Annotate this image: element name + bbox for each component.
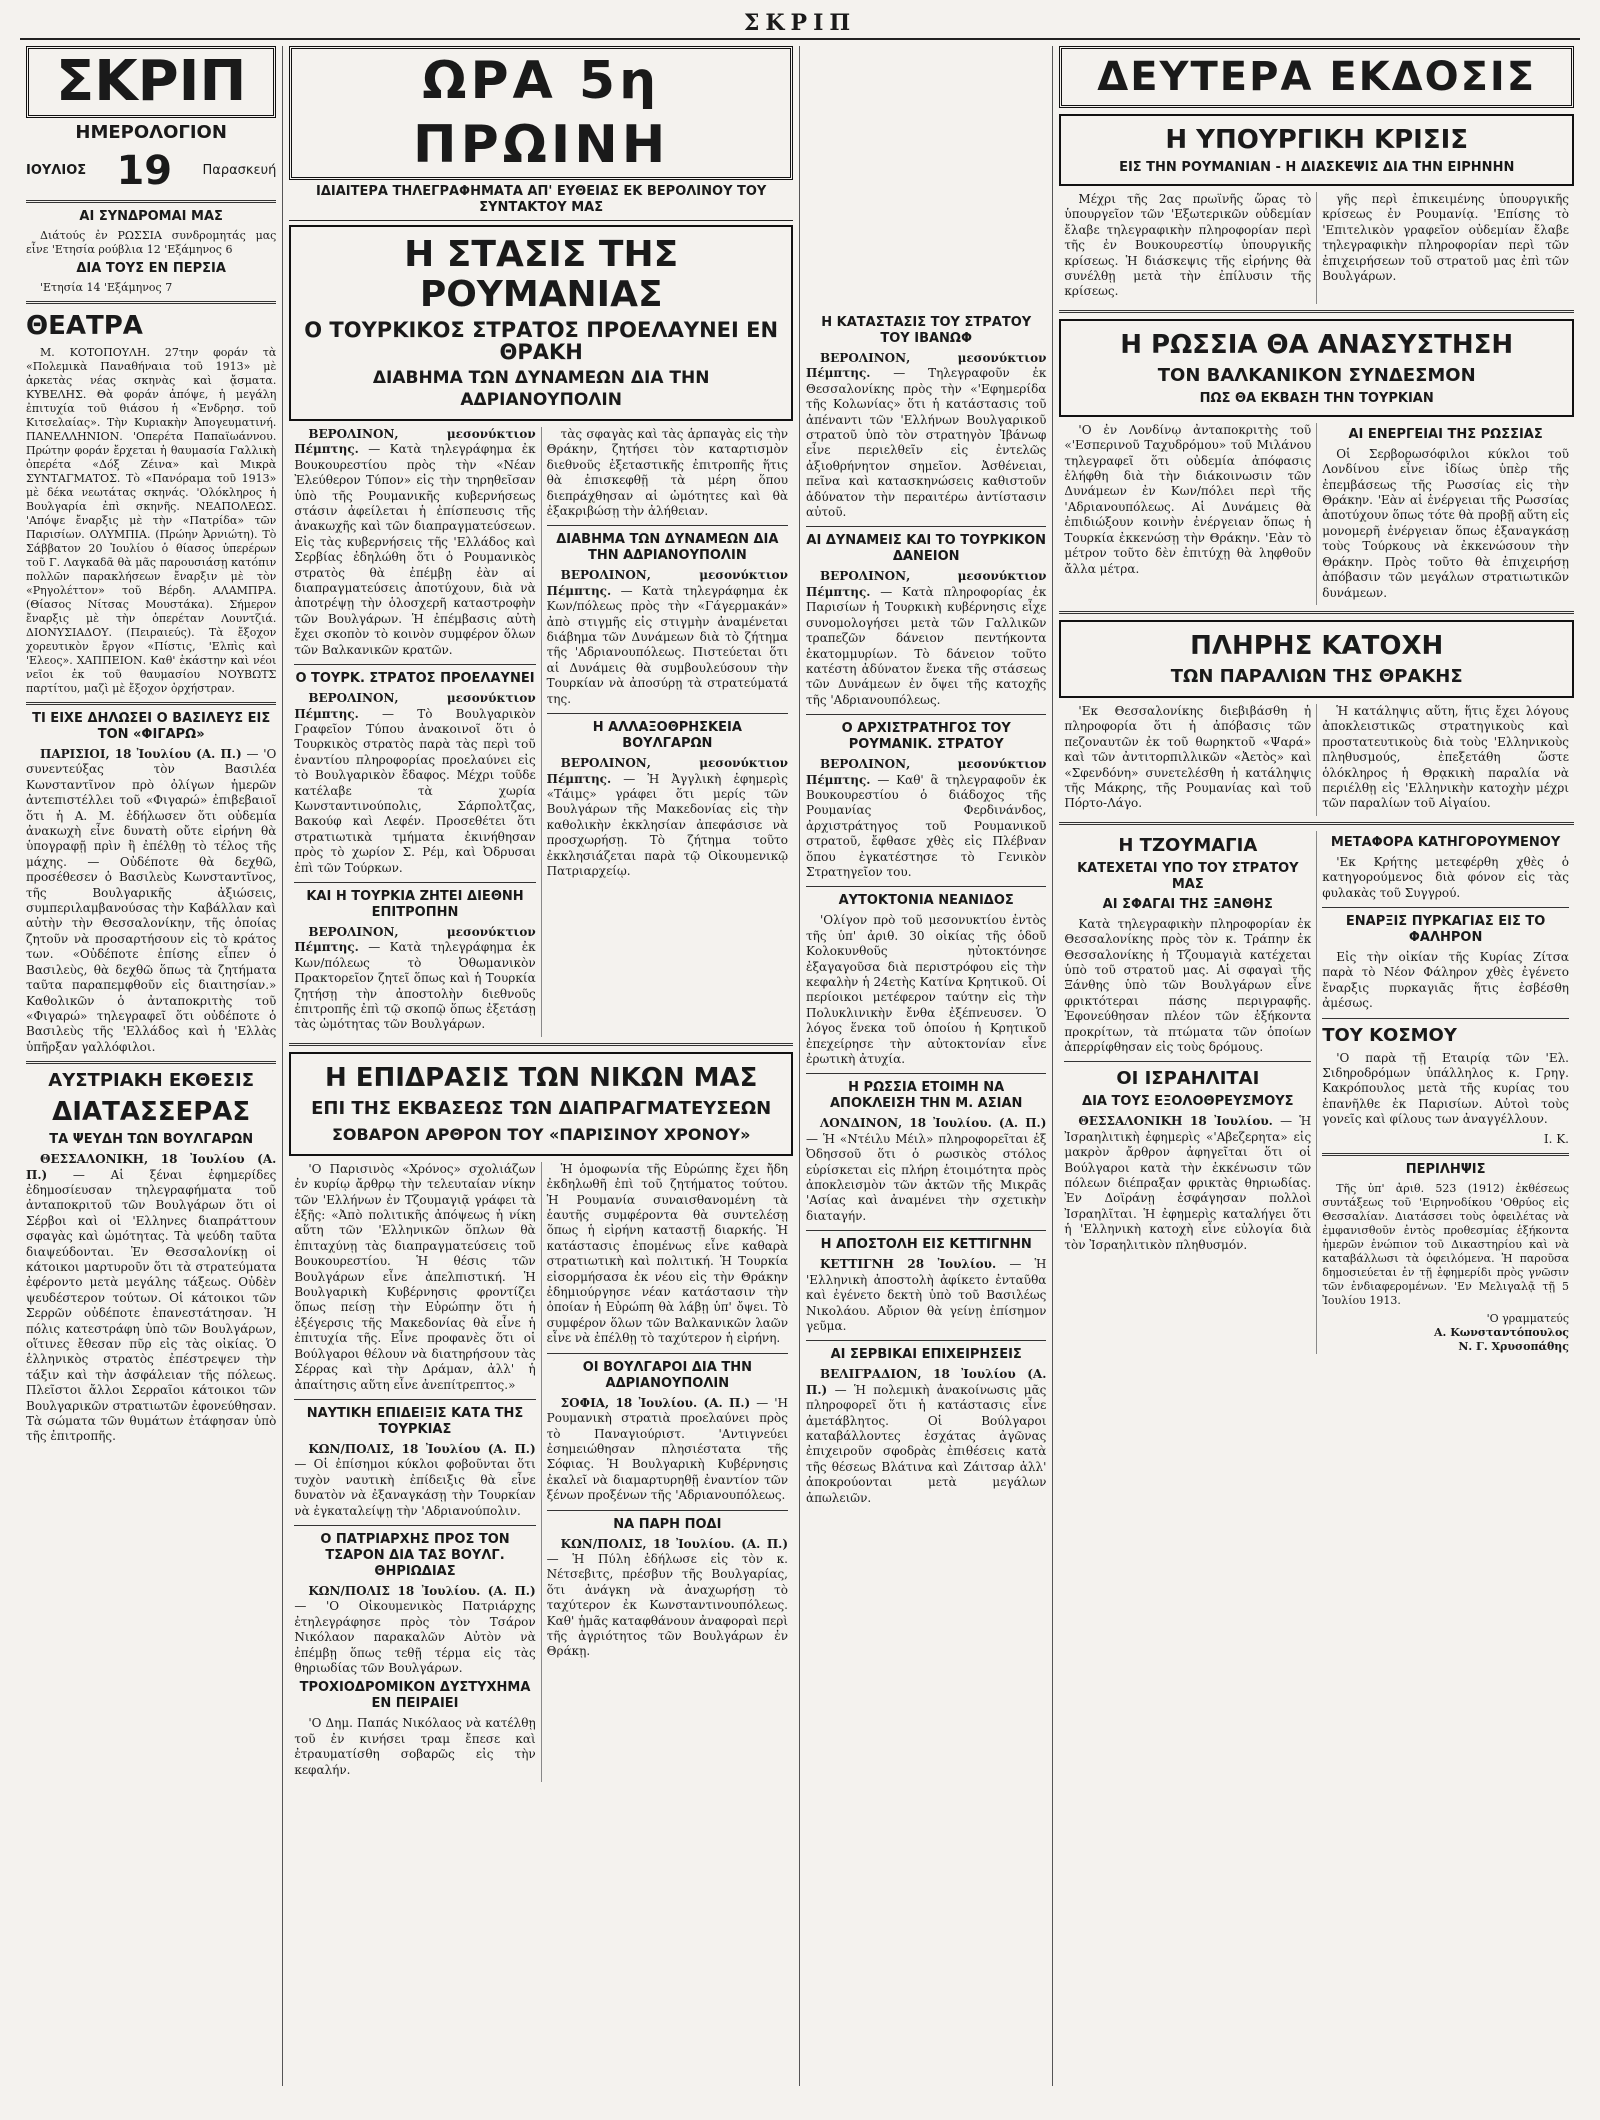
masthead-skrip: ΣΚΡΙΠ xyxy=(26,46,276,118)
israelites-sub: ΔΙΑ ΤΟΥΣ ΕΞΟΛΟΘΡΕΥΣΜΟΥΣ xyxy=(1082,1094,1294,1110)
tram-body: 'Ο Δημ. Παπάς Νικόλαος νὰ κατέλθῃ τοῦ ἐν κινήσει τραμ ἔπεσε καὶ ἐτραυματίσθη σοβαρῶς εἰς τὴν κεφαλήν. xyxy=(294,1716,536,1777)
article-conversion: ΒΕΡΟΛΙΝΟΝ, μεσονύκτιον Πέμπτης. — Ἡ Ἀγγλικὴ ἐφημερὶς «Τάιμς» γράφει ὅτι μερίς τῶν Βουλγάρων τῆς Μακεδονίας εἰς τὴν καθολικὴν ἐκκλησίαν ἀπεφάσισε νὰ προσχωρήσῃ. Τὸ ζήτημα τοῦτο ἐκκλησιάζεται παρὰ τῷ Οἰκουμενικῷ Πατριαρχείῳ. xyxy=(546,756,788,878)
article-turk-army: ΒΕΡΟΛΙΝΟΝ, μεσονύκτιον Πέμπτης. — Τὸ Βουλγαρικὸν Γραφεῖον Τύπου ἀνακοινοῖ ὅτι ὁ Τουρκικὸς στρατὸς παρὰ τὰς περὶ τοῦ ἐναντίου πληροφορίας προελαύνει εἰς τὸ Βουλγαρικὸν ἔδαφος. Μέχρι τοῦδε κατέλαβε τὰ χωρία Κωνσταντινούπολις, Σάρπολτζας, Βακούφ καὶ Λεφέν. Προσεθέτει ὅτι στρατιωτικὰ τμήματα ἐκινήθησαν πρὸς τὸ χωρίον Σ. Ρέμ, καὶ Ὀδρυσαι ἐπὶ τῶν Τούρκων. xyxy=(294,691,536,875)
loan-body: ΒΕΡΟΛΙΝΟΝ, μεσονύκτιον Πέμπτης. — Κατὰ πληροφορίας ἐκ Παρισίων ἡ Τουρκικὴ κυβέρνησις εἶχε συνομολογήσει μετὰ τῶν Γαλλικῶν τραπεζῶν δάνειον πεντήκοντα ἑκατομμυρίων. Τὸ δάνειον τοῦτο κατέστη ἀδύνατον ἕνεκα τῆς στάσεως τῶν Δυνάμεων ἐν ὄψει τῆς κατοχῆς τῆς 'Αδριανουπόλεως. xyxy=(806,569,1047,707)
bulgarians-adrianople-body: ΣΟΦΙΑ, 18 Ἰουλίου. (Α. Π.) — 'Η Ρουμανικὴ στρατιὰ προελαύνει πρὸς τὸ Παναγιούριστ. 'Αντιγνεύει ἐσημειώθησαν πλησιέστατα τῆς Σόφιας. Ἡ Βουλγαρικὴ Κυβέρνησις ἐκαλεῖ νὰ διαμαρτυρηθῇ ἐναντίον τῶν ξένων προξένων τῆς 'Αδριανουπόλεως. xyxy=(546,1395,788,1503)
column-center xyxy=(283,46,800,2086)
article-turk-army-title: Ο ΤΟΥΡΚ. ΣΤΡΑΤΟΣ ΠΡΟΕΛΑΥΝΕΙ xyxy=(295,671,535,687)
dzhumaya-text: Κατὰ τηλεγραφικὴν πληροφορίαν ἐκ Θεσσαλονίκης πρὸς τὸν κ. Τράπην ἐκ Θεσσαλονίκης ἡ Τζουμαγιὰ κατέχεται ὑπὸ τοῦ στρατοῦ μας. Αἱ σφαγαὶ τῆς Ξάνθης ὑπὸ τῶν Βουλγάρων εἶνε φρικτότεραι πάσης περιγραφῆς. Ἐφονεύθησαν πλέον τῶν ἑξήκοντα προκρίτων, τὰ πτώματα τῶν ὁποίων ἀπερρίφθησαν εἰς τοὺς δρόμους. xyxy=(1064,916,1312,1054)
thrace-sub: ΤΩΝ ΠΑΡΑΛΙΩΝ ΤΗΣ ΘΡΑΚΗΣ xyxy=(1170,665,1463,687)
loan-title: ΑΙ ΔΥΝΑΜΕΙΣ ΚΑΙ ΤΟ ΤΟΥΡΚΙΚΟΝ ΔΑΝΕΙΟΝ xyxy=(806,533,1047,565)
column-right xyxy=(1053,46,1580,2086)
victories-left xyxy=(289,1162,540,1782)
israelites-title: ΟΙ ΙΣΡΑΗΛΙΤΑΙ xyxy=(1116,1068,1260,1090)
crisis-text-a: Μέχρι τῆς 2ας πρωϊνῆς ὥρας τὸ ὑπουργεῖον τῶν 'Εξωτερικῶν οὐδεμίαν ἔλαβε τηλεγραφικὴν πληροφορίαν περὶ τῆς ἐν Βουκουρεστίῳ ὑπουργικῆς κρίσεως. Ἡ διάσκεψις τῆς εἰρήνης θὰ συνέλθῃ μετὰ τὴν ἐπίλυσιν τῆς κρίσεως. xyxy=(1064,192,1312,299)
fire-title: ΕΝΑΡΞΙΣ ΠΥΡΚΑΓΙΑΣ ΕΙΣ ΤΟ ΦΑΛΗΡΟΝ xyxy=(1345,913,1546,945)
thrace-text-b: Ἡ κατάληψις αὕτη, ἥτις ἔχει λόγους ἀποκλειστικῶς στρατηγικοὺς καὶ προστατευτικοὺς διὰ τοὺς 'Ελληνικοὺς πληθυσμούς, ἐπεξετάθη ὥστε ὁλόκληρος ἡ Θρᾳκικὴ παραλία νὰ περιέλθῃ εἰς 'Ελληνικὴν κατοχὴν μέχρι τῶν παραλίων τοῦ Αἰγαίου. xyxy=(1322,703,1569,811)
commander-title: Ο ΑΡΧΙΣΤΡΑΤΗΓΟΣ ΤΟΥ ΡΟΥΜΑΝΙΚ. ΣΤΡΑΤΟΥ xyxy=(841,721,1011,753)
summary-sign-3: Ν. Γ. Χρυσοπάθης xyxy=(1458,1340,1569,1354)
article-conversion-title: Η ΑΛΛΑΞΟΘΡΗΣΚΕΙΑ ΒΟΥΛΓΑΡΩΝ xyxy=(592,720,742,752)
exhibition-body: ΘΕΣΣΑΛΟΝΙΚΗ, 18 Ἰουλίου (Α. Π.) — Αἱ ξέναι ἐφημερίδες ἐδημοσίευσαν τηλεγραφήματα τοῦ ἀνταποκριτοῦ τῶν Βουλγάρων ὅτι οἱ Σέρβοι καὶ οἱ 'Ελληνες διαπράττουν σφαγὰς καὶ ὠμότητας. Τὰ ψεύδη ταῦτα διαψεύδονται. Ἐν Θεσσαλονίκῃ οἱ κάτοικοι μαρτυροῦν ὅτι τὰ στρατεύματα ἐφέροντο μετὰ μεγάλης τάξεως. Οὐδὲν ψευδέστερον τούτων. Οἱ κάτοικοι τῶν Σερρῶν οὐδέποτε ἐπανεστάτησαν. Ἡ πόλις κατεστράφη ὑπὸ τῶν Βουλγάρων, οἵτινες ἔθεσαν πῦρ εἰς τὰς οἰκίας. Ὁ ἑλληνικὸς στρατὸς ἐπέστρεψεν τὴν τάξιν καὶ τὴν ἀσφάλειαν τῆς πόλεως. Πλεῖστοι ἄλλοι Σερραῖοι κάτοικοι τῶν Βουλγαρικῶν στρατιωτῶν ἐφονεύθησαν. Τὰ σώματα τῶν θυμάτων ἐτάφησαν ὑπὸ τῆς ἐπιτροπῆς. xyxy=(26,1152,277,1444)
israelites-body: ΘΕΣΣΑΛΟΝΙΚΗ 18 Ἰουλίου. — Ἡ Ἰσραηλιτικὴ ἐφημερὶς «'Αβεζερητα» εἰς μακρὸν ἄρθρον ἀφηγεῖται ὅτι οἱ Βούλγαροι κατὰ τὴν ἐκκένωσιν τῶν πόλεων διέπραξαν φρικτὰς θηριωδίας. Ἐν Δοϊράνῃ ἐσφάγησαν πολλοὶ Ἰσραηλῖται. Ἡ ἐφημερὶς καταλήγει ὅτι ἡ 'Ελληνικὴ κατοχὴ εἶνε εὐλογία διὰ τὸν Ἰσραηλιτικὸν πληθυσμόν. xyxy=(1064,1114,1312,1252)
column-third xyxy=(800,46,1053,2086)
column-left xyxy=(20,46,283,2086)
theatres-text: Μ. ΚΟΤΟΠΟΥΛΗ. 27την φοράν τὰ «Πολεμικὰ Παναθήναια τοῦ 1913» μὲ ἀρκετὰς νέας σκηνὰς καὶ ᾄσματα. ΚΥΒΕΛΗΣ. Θὰ φοράν ἀπόψε, ἡ μεγάλη ἐπιτυχία τοῦ θιάσου ἡ «Ἐνδρησ. τοῦ Κιτσελαίας». Τὴν Κυριακὴν Ἀπογευματινή. ΠΑΝΕΛΛΗΝΙΟΝ. 'Οπερέτα Παπαϊωάννου. Πρώτην φοράν ἔρχεται ἡ θαυμασία Γαλλικὴ ὀπερέτα «Δόξ Ζέινα» καὶ Μικρὰ ΣΥΝΤΑΓΜΑΤΟΣ. Τὸ «Πανόραμα τοῦ 1913» μὲ δέκα νεωτάτας σκηνάς. 'Ολόκληρος ἡ Βουλγαρία ἐπὶ σκηνῆς. ΝΕΑΠΟΛΕΩΣ. 'Απόψε ἔναρξις μὲ τὴν «Πατρίδα» τῶν Παρισίων. ΟΛΥΜΠΙΑ. (Πρώην Ἀρνιώτη). Τὸ Σάββατον 20 Ἰουλίου ὁ θίασος ὑπερέρων τοῦ Γ. Λαγκαδᾶ θὰ μᾶς παρουσιάσῃ κατόπιν πολλῶν παρακλήσεων ἔναρξιν μὲ τὸν «Ρηγολέττον» τοῦ Βέρδη. ΑΛΑΜΠΡΑ. (Θίασος Νίτσας Μουστάκα). Σήμερον ἔναρξις μὲ τὴν ὀπερέταν Λουντζιά. ΔΙΟΝΥΣΙΑΔΟΥ. (Πειραιεύς). Τὰ ἔξοχον χορευτικὸν ἔργον «Πίστις, 'Ελπὶς καὶ 'Ελεος». ΧΑΠΠΕΙΟΝ. Καθ' ἑκάστην καὶ νέοι νεῖοι ἐκ τοῦ θαυμασίου ΝΟΥΒΩΤΣ παρτίτου, μαζὶ μὲ ἔξοχον ὀρχήστραν. xyxy=(26,346,277,695)
running-head: ΣΚΡΙΠ xyxy=(20,10,1580,40)
subscriptions-persia-text: 'Ετησία 14 'Εξάμηνος 7 xyxy=(40,281,173,294)
calendar-month: ΙΟΥΛΙΟΣ xyxy=(26,163,87,179)
dzhumaya-title: Η ΤΖΟΥΜΑΓΙΑ xyxy=(1118,834,1258,856)
masthead-second-edition: ΔΕΥΤΕΡΑ ΕΚΔΟΣΙΣ xyxy=(1059,46,1574,108)
crisis-text-b: γῆς περὶ ἐπικειμένης ὑπουργικῆς κρίσεως ἐν Ρουμανίᾳ. 'Επίσης τὸ 'Επιτελικὸν γραφεῖον οὐδεμίαν ἔλαβε τηλεγραφικὴν πληροφορίαν περὶ τῶν ἐπιχειρήσεων τοῦ στρατοῦ μας ἐπὶ τῶν Βουλγάρων. xyxy=(1322,192,1569,284)
crisis-headline: Η ΥΠΟΥΡΓΙΚΗ ΚΡΙΣΙΣ xyxy=(1165,125,1469,155)
center-subcol-left xyxy=(289,427,540,1037)
calendar-day: 19 xyxy=(116,148,173,194)
russia-league-text-a: 'Ο ἐν Λονδίνῳ ἀνταποκριτὴς τοῦ «'Εσπερινοῦ Ταχυδρόμου» τοῦ Μιλάνου τηλεγραφεῖ ὅτι οὐδεμία ἀπόφασις ἐλήφθη διὰ τὴν διάκοινωσιν τῶν Δυνάμεων ἐν Κων/πόλει περὶ τῆς 'Αδριανουπόλεως. Αἱ Δυνάμεις θὰ ἐπιδιώξουν κοινὴν ἐνέργειαν ὅπως ἡ Τουρκία ἐκκενώσῃ τὴν Θράκην. 'Εὰν τὸ μέτρον τοῦτο δὲν ἐπιτύχῃ θὰ ληφθοῦν ἄλλα μέτρα. xyxy=(1064,422,1312,576)
summary-sign-1: 'Ο γραμματεύς xyxy=(1486,1312,1569,1326)
transfer-text: 'Εκ Κρήτης μετεφέρθη χθὲς ὁ κατηγορούμενος διὰ φόνον εἰς τὰς φυλακὰς τοῦ Συγγρού. xyxy=(1322,854,1569,900)
figaro-body: ΠΑΡΙΣΙΟΙ, 18 Ἰουλίου (Α. Π.) — 'Ο συνεντεύξας τὸν Βασιλέα Κωνσταντῖνον πρὸ ὀλίγων ἡμερῶν ἀντεπιστέλλει τοῦ «Φιγαρώ» ἐπιβεβαιοῖ ὅτι ἡ Α. Μ. ἐδήλωσεν ὅτι οὐδεμία ἀνακωχὴ εἶνε δυνατὴ οὔτε εἰρήνη θὰ ὑπογραφῇ πρὶν ἢ ἐπέλθῃ τὸ τέλος τῆς μάχης. — Οὐδέποτε θὰ δεχθῶ, προσέθεσεν ὁ Βασιλεὺς Κωνσταντῖνος, τῆς Βουλγαρικῆς ἀξιώσεις, συμπεριλαμβανούσας τὴν Καβάλλαν καὶ αὐτὴν τὴν Θεσσαλονίκην, τῆς ὁποίας ζητοῦν νὰ προσαρτήσουν εἰς τὸ κράτος των. «Οὐδέποτε ἐπίσης εἶπεν ὁ Βασιλεὺς, θὰ δεχθῶ ὅπως τὰ ζητήματα ταῦτα παραπεμφθοῦν εἰς διαιτησίαν.» Καθολικῶν ὁ ἀνταποκριτὴς τοῦ «Φιγαρώ» τηλεγραφεῖ ὅτι οὐδέποτε ὁ Βασιλεὺς τῆς 'Ελλάδος καὶ ἡ 'Ελλὰς ὑπῆρξαν γαλλόφιλοι. xyxy=(26,747,277,1054)
serbian-ops-body: ΒΕΛΙΓΡΑΔΙΟΝ, 18 Ἰουλίου (Α. Π.) — Ἡ πολεμικὴ ἀνακοίνωσις μᾶς πληροφορεῖ ὅτι ἡ κατάστασις εἶνε ἀμετάβλητος. Οἱ Βούλγαροι καταβάλλοντες ἐσχάτας ἀγῶνας ἐπιχειροῦν σφοδρὰς ἐπιθέσεις κατὰ τῆς θέσεως Βλάτινα καὶ Ζάιτσαρ ἀλλ' ἀποκρούονται μετὰ μεγάλων ἀπωλειῶν. xyxy=(806,1367,1047,1505)
russia-league-sub2: ΠΩΣ ΘΑ ΕΚΒΑΣΗ ΤΗΝ ΤΟΥΡΚΙΑΝ xyxy=(1199,390,1434,406)
russia-league-box xyxy=(1059,319,1574,417)
lead-headline-2: Ο ΤΟΥΡΚΙΚΟΣ ΣΤΡΑΤΟΣ ΠΡΟΕΛΑΥΝΕΙ ΕΝ ΘΡΑΚΗ xyxy=(304,318,779,364)
masthead-5am: ΩΡΑ 5η ΠΡΩΙΝΗ xyxy=(289,46,793,180)
victories-text-b: Ἡ ὁμοφωνία τῆς Εὐρώπης ἔχει ἤδη ἐκδηλωθῆ ἐπὶ τοῦ ζητήματος τούτου. Ἡ Ρουμανία συναισθανομένη τὰ ἑαυτῆς συμφέροντα θὰ συντελέσῃ ὅπως ἡ εἰρήνη καταστῇ διαρκής. Ἡ κατάστασις ἐπομένως εἶνε καθαρὰ στρατιωτικὴ καὶ πολιτική. Ἡ Τουρκία εἰσορμήσασα ἐκ νέου εἰς τὴν Θράκην ἐδημιούργησε νέαν κατάστασιν τὴν ὁποίαν ἡ Εὐρώπη θὰ λάβῃ ὑπ' ὄψει. Τὸ συμφέρον ὅλων τῶν Βαλκανικῶν λαῶν εἶνε νὰ ἐπέλθῃ τὸ ταχύτερον ἡ εἰρήνη. xyxy=(546,1161,788,1346)
lead-headline: Η ΣΤΑΣΙΣ ΤΗΣ ΡΟΥΜΑΝΙΑΣ xyxy=(404,234,679,315)
crisis-headline-box xyxy=(1059,114,1574,186)
russia-asia-title: Η ΡΩΣΣΙΑ ΕΤΟΙΜΗ ΝΑ ΑΠΟΚΛΕΙΣΗ ΤΗΝ Μ. ΑΣΙΑΝ xyxy=(830,1080,1023,1112)
exhibition-sub: ΤΑ ΨΕΥΔΗ ΤΩΝ ΒΟΥΛΓΑΡΩΝ xyxy=(49,1132,254,1148)
victories-headline-2: ΕΠΙ ΤΗΣ ΕΚΒΑΣΕΩΣ ΤΩΝ ΔΙΑΠΡΑΓΜΑΤΕΥΣΕΩΝ xyxy=(311,1097,772,1119)
article-turkey-commission-title: ΚΑΙ Η ΤΟΥΡΚΙΑ ΖΗΤΕΙ ΔΙΕΘΝΗ ΕΠΙΤΡΟΠΗΝ xyxy=(306,888,524,920)
tram-title: ΤΡΟΧΙΟΔΡΟΜΙΚΟΝ ΔΥΣΤΥΧΗΜΑ ΕΝ ΠΕΙΡΑΙΕΙ xyxy=(299,1680,531,1712)
article-turkey-commission: ΒΕΡΟΛΙΝΟΝ, μεσονύκτιον Πέμπτης. — Κατὰ τηλεγράφημα ἐκ Κων/πόλεως τὸ Ὀθωμανικὸν Πρακτορεῖον ζητεῖ ὅπως καὶ ἡ Τουρκία ζητήσῃ τὴν ἀποστολὴν διεθνοῦς ἐπιτροπῆς ἐπὶ τῷ σκοπῷ ὅπως ἐξετάσῃ τὰς ὠμότητας τῶν Βουλγάρων. xyxy=(294,924,536,1032)
summary-title: ΠΕΡΙΛΗΨΙΣ xyxy=(1405,1162,1486,1178)
calendar-title: ΗΜΕΡΟΛΟΓΙΟΝ xyxy=(75,122,227,143)
thrace-text-a: 'Εκ Θεσσαλονίκης διεβιβάσθη ἡ πληροφορία ὅτι ἡ ἀπόβασις τῶν πεζοναυτῶν ἐκ τοῦ θωρηκτοῦ «Ψαρά» καὶ τῶν ἀντιτορπιλλικῶν «Ἀετὸς» καὶ «Σφενδόνη» συνετελέσθη ἡ κατάληψις τῆς Μάκρης, τῆς Ρουμανίας καὶ τοῦ Πόρτο-Λάγο. xyxy=(1064,703,1312,811)
calendar xyxy=(26,122,276,194)
leave-title: ΝΑ ΠΑΡΗ ΠΟΔΙ xyxy=(613,1516,722,1532)
cetinje-body: ΚΕΤΤΙΓΝΗ 28 Ἰουλίου. — Ἡ 'Ελληνικὴ ἀποστολὴ ἀφίκετο ἐνταῦθα καὶ ἐγένετο δεκτὴ ὑπὸ τοῦ Βασιλέως Νικολάου. Αὔριον θὰ γείνῃ ἐπίσημον γεῦμα. xyxy=(806,1257,1047,1333)
leave-body: ΚΩΝ/ΠΟΛΙΣ, 18 Ἰουλίου. (Α. Π.) — Ἡ Πύλη ἐδήλωσε εἰς τὸν κ. Νέτσεβιτς, πρέσβυν τῆς Βουλγαρίας, ὅτι ἀνάγκη νὰ ἀναχωρήσῃ τὸ ταχύτερον ἐκ Κωνσταντινουπόλεως. Καθ' ἡμᾶς καταφθάνουν ἀναφοραὶ περὶ τῆς ἀγριότητος τῶν Βουλγάρων ἐν Θράκῃ. xyxy=(546,1536,788,1659)
center-subcol-right xyxy=(541,427,793,1037)
dzhumaya-sub2: ΑΙ ΣΦΑΓΑΙ ΤΗΣ ΞΑΝΘΗΣ xyxy=(1102,896,1273,912)
exhibition-big: ΔΙΑΤΑΣΣΕΡΑΣ xyxy=(52,1097,251,1128)
society-sign: Ι. Κ. xyxy=(1543,1131,1569,1146)
fire-text: Εἰς τὴν οἰκίαν τῆς Κυρίας Ζίτσα παρὰ τὸ Νέον Φάληρον χθὲς ἐγένετο ἔναρξις πυρκαγιᾶς ἥτις ἐσβέσθη ἀμέσως. xyxy=(1322,949,1569,1011)
columns xyxy=(20,46,1580,2086)
thrace-headline: ΠΛΗΡΗΣ ΚΑΤΟΧΗ xyxy=(1190,630,1444,661)
russia-actions-text: Οἱ Σερβορωσόφιλοι κύκλοι τοῦ Λονδίνου εἶνε ἰδίως ὑπὲρ τῆς ἐπεμβάσεως τῆς Ρωσσίας εἰς τὴν Θράκην. 'Εὰν αἱ ἐνέργειαι τῆς Ρωσσίας ἀποτύχουν ὅπως τότε θὰ προβῇ αὕτη εἰς μονομερῆ ἐνέργειαν ὅπως ἐξαναγκάσῃ τοὺς Τούρκους νὰ ἐκκενώσουν τὴν Θράκην. Πρὸς τοῦτο θὰ ἐπιχειρήσῃ ἀπόβασιν τῶν μεγάλων στρατιωτικῶν δυνάμεων. xyxy=(1322,446,1569,600)
bulgarians-adrianople-title: ΟΙ ΒΟΥΛΓΑΡΟΙ ΔΙΑ ΤΗΝ ΑΔΡΙΑΝΟΥΠΟΛΙΝ xyxy=(582,1359,752,1391)
victories-headline: Η ΕΠΙΔΡΑΣΙΣ ΤΩΝ ΝΙΚΩΝ ΜΑΣ xyxy=(324,1062,758,1093)
suicide-title: ΑΥΤΟΚΤΟΝΙΑ ΝΕΑΝΙΔΟΣ xyxy=(838,893,1014,909)
victories-text-a: 'Ο Παρισινὸς «Χρόνος» σχολιάζων ἐν κυρίῳ ἄρθρῳ τὴν τελευταίαν νίκην τῶν 'Ελλήνων ἐν Τζουμαγιᾷ γράφει τὰ ἑξῆς: «Ἀπὸ πολιτικῆς ἀπόψεως ἡ νίκη αὕτη τῶν 'Ελληνικῶν ὅπλων θὰ ἐπιταχύνῃ τὰς διαπραγματεύσεις τοῦ Βουκουρεστίου. Ἡ θέσις τῶν Βουλγάρων εἶνε ἀπελπιστική. Ἡ Βουλγαρικὴ Κυβέρνησις φροντίζει ὅπως πείσῃ τὴν Εὐρώπην ὅτι ἡ ἐξέγερσις τῆς Μακεδονίας θὰ εἶνε ἡ ἐπιτυχία τῆς. Εἶνε προφανὲς ὅτι οἱ Βούλγαροι θέλουν νὰ διατηρήσουν τὰς Σέρρας καὶ τὴν Δράμαν, ἀλλ' ἡ ἀπαίτησις αὕτη εἶνε ἀνεπίτρεπτος.» xyxy=(294,1161,536,1392)
summary-text: Τῆς ὑπ' ἀριθ. 523 (1912) ἐκθέσεως συντάξεως τοῦ 'Ειρηνοδίκου 'Οθρύος εἰς Θεσσαλίαν. Διατάσσει τοὺς ὀφειλέτας νὰ ἐμφανισθοῦν ἐντὸς προθεσμίας ἑξήκοντα ἡμερῶν ἐνώπιον τοῦ Δικαστηρίου καὶ νὰ καταβάλλωσι τὰ ὀφειλόμενα. Ἡ παροῦσα δημοσιεύεται ἐν τῇ ἐφημερίδι πρὸς γνῶσιν τῶν ἐνδιαφερομένων. 'Εν Μελιγαλᾷ τῇ 5 Ἰουλίου 1913. xyxy=(1322,1182,1569,1308)
dzhumaya-sub: ΚΑΤΕΧΕΤΑΙ ΥΠΟ ΤΟΥ ΣΤΡΑΤΟΥ ΜΑΣ xyxy=(1077,860,1299,892)
russia-league-headline: Η ΡΩΣΣΙΑ ΘΑ ΑΝΑΣΥΣΤΗΣΗ xyxy=(1120,329,1514,360)
russia-asia-body: ΛΟΝΔΙΝΟΝ, 18 Ἰουλίου. (Α. Π.) — Ἡ «Ντέιλυ Μέιλ» πληροφορεῖται ἐξ Ὀδησσοῦ ὅτι ὁ ρωσικὸς στόλος εὑρίσκεται εἰς πλήρη ἑτοιμότητα πρὸς ἀποκλεισμὸν τῶν ἀκτῶν τῆς Μικρᾶς 'Ασίας καὶ ἀναμένει τὴν σχετικὴν διαταγήν. xyxy=(806,1116,1047,1223)
transfer-title: ΜΕΤΑΦΟΡΑ ΚΑΤΗΓΟΡΟΥΜΕΝΟΥ xyxy=(1330,834,1561,850)
article-powers: ΒΕΡΟΛΙΝΟΝ, μεσονύκτιον Πέμπτης. — Κατὰ τηλεγράφημα ἐκ Κων/πόλεως πρὸς τὴν «Γάγερμακάν» ἀπὸ στιγμῆς εἰς στιγμὴν ἀναμένεται διάβημα τῶν Δυνάμεων διὰ τὸ ζήτημα τῆς 'Αδριανουπόλεως. Πιστεύεται ὅτι αἱ Δυνάμεις θὰ συμβουλεύσουν τὴν Τουρκίαν νὰ ἀποσύρῃ τὰ στρατεύματά της. xyxy=(546,568,788,706)
lead-headline-3: ΔΙΑΒΗΜΑ ΤΩΝ ΔΥΝΑΜΕΩΝ ΔΙΑ ΤΗΝ ΑΔΡΙΑΝΟΥΠΟΛΙΝ xyxy=(372,368,710,410)
crisis-sub: ΕΙΣ ΤΗΝ ΡΟΥΜΑΝΙΑΝ - Η ΔΙΑΣΚΕΨΙΣ ΔΙΑ ΤΗΝ ΕΙΡΗΝΗΝ xyxy=(1119,160,1515,175)
serbian-ops-title: ΑΙ ΣΕΡΒΙΚΑΙ ΕΠΙΧΕΙΡΗΣΕΙΣ xyxy=(830,1347,1022,1363)
naval-title: ΝΑΥΤΙΚΗ ΕΠΙΔΕΙΞΙΣ ΚΑΤΑ ΤΗΣ ΤΟΥΡΚΙΑΣ xyxy=(306,1405,524,1437)
society-text: 'Ο παρὰ τῇ Εταιρίᾳ τῶν 'Ελ. Σιδηροδρόμων ὑπάλληλος κ. Γρηγ. Κακρόπουλος μετὰ τῆς κυρίας του ἐπανῆλθε ἐκ Παρισίων. Αὐτοὶ τοὺς γονεῖς καὶ φίλους των ἀναγγέλλουν. xyxy=(1322,1050,1569,1127)
subscriptions-text: Διάτούς ἐν ΡΩΣΣΙΑ συνδρομητάς μας εἶνε 'Ετησία ρούβλια 12 'Εξάμηνος 6 xyxy=(26,229,277,256)
calendar-weekday: Παρασκευή xyxy=(202,163,277,179)
victories-right xyxy=(541,1162,793,1782)
summary-sign-2: Α. Κωνσταντόπουλος xyxy=(1434,1326,1569,1340)
victories-headline-box xyxy=(289,1052,793,1156)
telegram-subtitle: ΙΔΙΑΙΤΕΡΑ ΤΗΛΕΓΡΑΦΗΜΑΤΑ ΑΠ' ΕΥΘΕΙΑΣ ΕΚ ΒΕΡΟΛΙΝΟΥ ΤΟΥ ΣΥΝΤΑΚΤΟΥ ΜΑΣ xyxy=(289,184,793,221)
article-powers-title: ΔΙΑΒΗΜΑ ΤΩΝ ΔΥΝΑΜΕΩΝ ΔΙΑ ΤΗΝ ΑΔΡΙΑΝΟΥΠΟΛΙΝ xyxy=(556,532,779,564)
patriarch-body: ΚΩΝ/ΠΟΛΙΣ 18 Ἰουλίου. (Α. Π.) — 'Ο Οἰκουμενικὸς Πατριάρχης ἐτηλεγράφησε πρὸς τὸν Τσάρον Νικόλαον παρακαλῶν Αὐτὸν νὰ ἐπέμβῃ ὅπως τεθῇ τέρμα εἰς τὰς θηριωδίας τῶν Βουλγάρων. xyxy=(294,1583,536,1675)
russia-actions-title: ΑΙ ΕΝΕΡΓΕΙΑΙ ΤΗΣ ΡΩΣΣΙΑΣ xyxy=(1348,426,1543,442)
russia-league-sub: ΤΟΝ ΒΑΛΚΑΝΙΚΟΝ ΣΥΝΔΕΣΜΟΝ xyxy=(1157,364,1476,386)
commander-body: ΒΕΡΟΛΙΝΟΝ, μεσονύκτιον Πέμπτης. — Καθ' ἃ τηλεγραφοῦν ἐκ Βουκουρεστίου ὁ διάδοχος τῆς Ρουμανίας Φερδινάνδος, ἀρχιστράτηγος τοῦ Ρουμανικοῦ στρατοῦ, ἔφθασε χθὲς εἰς Πλέβναν ὅπου ἐγκατέστησε τὸ Γενικὸν Στρατηγεῖον του. xyxy=(806,757,1047,879)
newspaper-page xyxy=(20,10,1580,2100)
thrace-box xyxy=(1059,620,1574,698)
article-continuation: τὰς σφαγὰς καὶ τὰς ἁρπαγὰς εἰς τὴν Θράκην, ζητήσει τὸν καταρτισμὸν διεθνοῦς ἐξεταστικῆς ἐπιτροπῆς ἥτις θὰ ἐπισκεφθῇ τὰ μέρη ὅπου διεπράχθησαν αἱ ὠμότητες καὶ θὰ ἐξακριβώσῃ τὴν ἀλήθειαν. xyxy=(546,427,788,519)
naval-body: ΚΩΝ/ΠΟΛΙΣ, 18 Ἰουλίου (Α. Π.) — Οἱ ἐπίσημοι κύκλοι φοβοῦνται ὅτι τυχὸν ναυτικὴ ἐπίδειξις θὰ εἶνε δυνατὸν νὰ ἐξαναγκάσῃ τὴν Τουρκίαν νὰ ἐγκαταλείψῃ τὴν 'Αδριανούπολιν. xyxy=(294,1441,536,1518)
society-title: ΤΟΥ ΚΟΣΜΟΥ xyxy=(1322,1024,1457,1046)
theatres-title: ΘΕΑΤΡΑ xyxy=(26,311,143,341)
ivanov-title: Η ΚΑΤΑΣΤΑΣΙΣ ΤΟΥ ΣΤΡΑΤΟΥ ΤΟΥ ΙΒΑΝΩΦ xyxy=(821,315,1032,346)
patriarch-title: Ο ΠΑΤΡΙΑΡΧΗΣ ΠΡΟΣ ΤΟΝ ΤΣΑΡΟΝ ΔΙΑ ΤΑΣ ΒΟΥΛΓ. ΘΗΡΙΩΔΙΑΣ xyxy=(320,1531,510,1579)
lead-headline-box xyxy=(289,225,793,421)
cetinje-title: Η ΑΠΟΣΤΟΛΗ ΕΙΣ ΚΕΤΤΙΓΝΗΝ xyxy=(820,1237,1032,1253)
article-romania: ΒΕΡΟΛΙΝΟΝ, μεσονύκτιον Πέμπτης. — Κατὰ τηλεγράφημα ἐκ Βουκουρεστίου πρὸς τὴν «Νέαν Ἐλεύθερον Τύπον» εἰς τὴν τηρηθεῖσαν ὑπὸ τῆς Ρουμανικῆς κυβερνήσεως στάσιν ἀφείλεται ἡ ἐπίσπευσις τῆς ἀνακωχῆς καὶ τῶν διαπραγματεύσεων. Εἰς τὰς κυβερνήσεις τῆς 'Ελλάδος καὶ Σερβίας ἐδηλώθη ὅτι ὁ Ρουμανικὸς στρατὸς θὰ ἐπέμβῃ ἐὰν αἱ διαπραγματεύσεις ἀποτύχουν, διὰ νὰ ἀποτρέψῃ τὴν ὁλοσχερῆ καταστροφὴν τῶν Βουλγάρων. Ἡ ἐπέμβασις αὐτὴ ἔχει σκοπὸν τὸ κοινὸν συμφέρον ὅλων τῶν Βαλκανικῶν κρατῶν. xyxy=(294,427,536,657)
subscriptions-persia: ΔΙΑ ΤΟΥΣ ΕΝ ΠΕΡΣΙΑ xyxy=(76,261,226,276)
suicide-body: 'Ολίγον πρὸ τοῦ μεσονυκτίου ἐντὸς τῆς ὑπ' ἀριθ. 30 οἰκίας τῆς ὁδοῦ Κολοκυνθοῦς ηὐτοκτόνησε ἐξαγαγοῦσα διὰ περιστρόφου εἰς τὴν κεφαλὴν ἡ 24ετὴς Κατίνα Κρητικοῦ. Οἱ περίοικοι μετέφερον ταύτην εἰς τὴν Πολυκλινικὴν ἔνθα ἐξέπνευσεν. Ὁ λόγος ἕνεκα τοῦ ὁποίου ἡ Κρητικοῦ ἐπεχείρησε τὴν αὐτοκτονίαν εἶνε ἐρωτικὴ ἀτυχία. xyxy=(806,913,1047,1067)
victories-sub: ΣΟΒΑΡΟΝ ΑΡΘΡΟΝ ΤΟΥ «ΠΑΡΙΣΙΝΟΥ ΧΡΟΝΟΥ» xyxy=(331,1124,751,1144)
exhibition-title: ΑΥΣΤΡΙΑΚΗ ΕΚΘΕΣΙΣ xyxy=(48,1070,255,1092)
figaro-title: ΤΙ ΕΙΧΕ ΔΗΛΩΣΕΙ Ο ΒΑΣΙΛΕΥΣ ΕΙΣ ΤΟΝ «ΦΙΓΑΡΩ» xyxy=(32,711,271,742)
subscriptions-title: ΑΙ ΣΥΝΔΡΟΜΑΙ ΜΑΣ xyxy=(79,209,223,224)
ivanov-body: ΒΕΡΟΛΙΝΟΝ, μεσονύκτιον Πέμπτης. — Τηλεγραφοῦν ἐκ Θεσσαλονίκης πρὸς τὴν «'Εφημερίδα τῆς Κολωνίας» ὅτι ἡ κατάστασις τοῦ ἀπέναντι τῶν 'Ελλήνων Βουλγαρικοῦ στρατοῦ ὑπὸ τὸν στρατηγὸν Ἰβάνωφ εἶνε περιελθεῖν εἰς ἐντελῶς ἀξιοθρήνητον σημεῖον. Ἀσθένειαι, πεῖνα καὶ κατασκηνώσεις καθιστοῦν ἀδύνατον τὴν περαιτέρω ἀντίστασιν αὐτοῦ. xyxy=(806,351,1047,520)
